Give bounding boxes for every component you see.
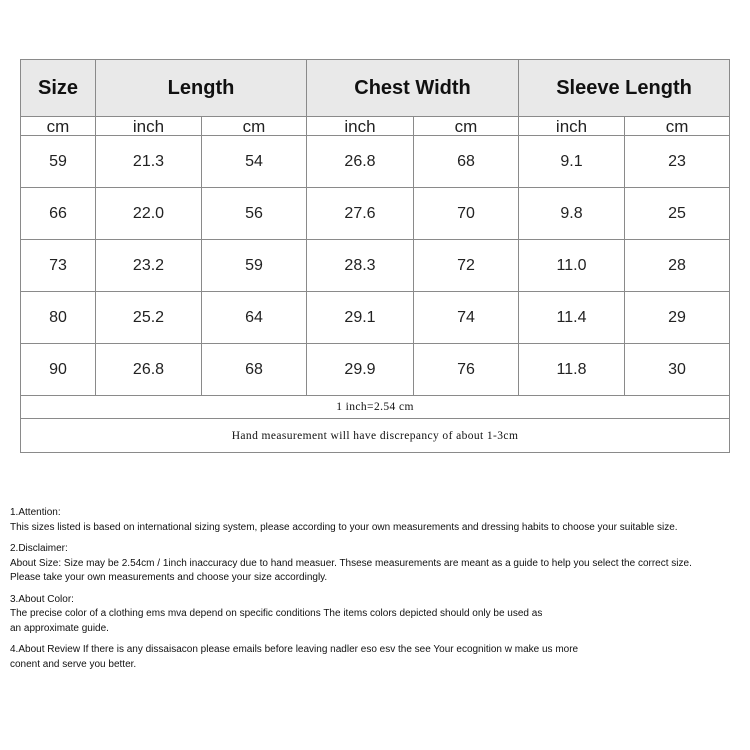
note-title: 1.Attention: — [10, 507, 61, 518]
note-about-color — [10, 593, 745, 637]
unit-cell: cm — [414, 117, 519, 136]
header-length: Length — [96, 60, 307, 117]
chest-inch-cell: 28.3 — [307, 240, 414, 292]
chest-cm-cell: 76 — [414, 344, 519, 396]
measurement-note: Hand measurement will have discrepancy of about 1-3cm — [21, 419, 730, 453]
note-title: 3.About Color: — [10, 593, 74, 605]
chest-cm-cell: 72 — [414, 240, 519, 292]
table-row — [21, 344, 730, 396]
size-cell: 59 — [21, 136, 96, 188]
length-inch-cell: 23.2 — [96, 240, 202, 292]
sleeve-cm-cell: 29 — [625, 292, 730, 344]
notes-section — [10, 506, 745, 679]
chest-inch-cell: 26.8 — [307, 136, 414, 188]
sleeve-cm-cell: 23 — [625, 136, 730, 188]
note-about-review — [10, 643, 745, 672]
length-inch-cell: 22.0 — [96, 188, 202, 240]
note-line: This sizes listed is based on international sizing system, please according to your own measurements and dressing habits to choose your suitable size. — [10, 521, 678, 533]
sleeve-inch-cell: 11.8 — [519, 344, 625, 396]
unit-cell: inch — [307, 117, 414, 136]
note-line: conent and serve you better. — [10, 658, 137, 670]
unit-cell: cm — [202, 117, 307, 136]
length-inch-cell: 26.8 — [96, 344, 202, 396]
table-row — [21, 240, 730, 292]
chest-cm-cell: 70 — [414, 188, 519, 240]
unit-cell: inch — [519, 117, 625, 136]
table-row — [21, 292, 730, 344]
size-cell: 73 — [21, 240, 96, 292]
length-cm-cell: 56 — [202, 188, 307, 240]
sleeve-cm-cell: 30 — [625, 344, 730, 396]
sleeve-inch-cell: 11.4 — [519, 292, 625, 344]
length-inch-cell: 21.3 — [96, 136, 202, 188]
note-title: 4.About Review If there is any dissaisacon please emails before leaving nadler eso esv the see Your ecognition w make us more — [10, 644, 579, 655]
sleeve-cm-cell: 28 — [625, 240, 730, 292]
sleeve-inch-cell: 9.8 — [519, 188, 625, 240]
units-row — [21, 117, 730, 136]
size-cell: 90 — [21, 344, 96, 396]
header-sleeve-length: Sleeve Length — [519, 60, 730, 117]
header-size: Size — [21, 60, 96, 117]
unit-cell: cm — [625, 117, 730, 136]
chest-cm-cell: 68 — [414, 136, 519, 188]
size-cell: 80 — [21, 292, 96, 344]
note-line: About Size: Size may be 2.54cm / 1inch inaccuracy due to hand measuer. Thsese measurements are meant as a guide to help you select the correct size. — [10, 557, 692, 569]
sleeve-cm-cell: 25 — [625, 188, 730, 240]
chest-inch-cell: 29.9 — [307, 344, 414, 396]
conversion-note: 1 inch=2.54 cm — [21, 396, 730, 419]
length-cm-cell: 68 — [202, 344, 307, 396]
conversion-row — [21, 396, 730, 419]
note-disclaimer — [10, 542, 745, 586]
sleeve-inch-cell: 11.0 — [519, 240, 625, 292]
size-cell: 66 — [21, 188, 96, 240]
sleeve-inch-cell: 9.1 — [519, 136, 625, 188]
length-inch-cell: 25.2 — [96, 292, 202, 344]
length-cm-cell: 54 — [202, 136, 307, 188]
unit-cell: inch — [96, 117, 202, 136]
note-line: an approximate guide. — [10, 622, 109, 634]
measurement-note-row — [21, 419, 730, 453]
note-line: Please take your own measurements and choose your size accordingly. — [10, 572, 328, 583]
chest-cm-cell: 74 — [414, 292, 519, 344]
chest-inch-cell: 29.1 — [307, 292, 414, 344]
note-title: 2.Disclaimer: — [10, 543, 68, 554]
note-attention — [10, 506, 745, 535]
table-row — [21, 188, 730, 240]
header-chest-width: Chest Width — [307, 60, 519, 117]
header-row — [21, 60, 730, 117]
table-row — [21, 136, 730, 188]
length-cm-cell: 64 — [202, 292, 307, 344]
note-line: The precise color of a clothing ems mva depend on specific conditions The items colors depicted should only be used as — [10, 608, 543, 619]
unit-cell: cm — [21, 117, 96, 136]
length-cm-cell: 59 — [202, 240, 307, 292]
size-chart-table — [20, 59, 730, 453]
chest-inch-cell: 27.6 — [307, 188, 414, 240]
